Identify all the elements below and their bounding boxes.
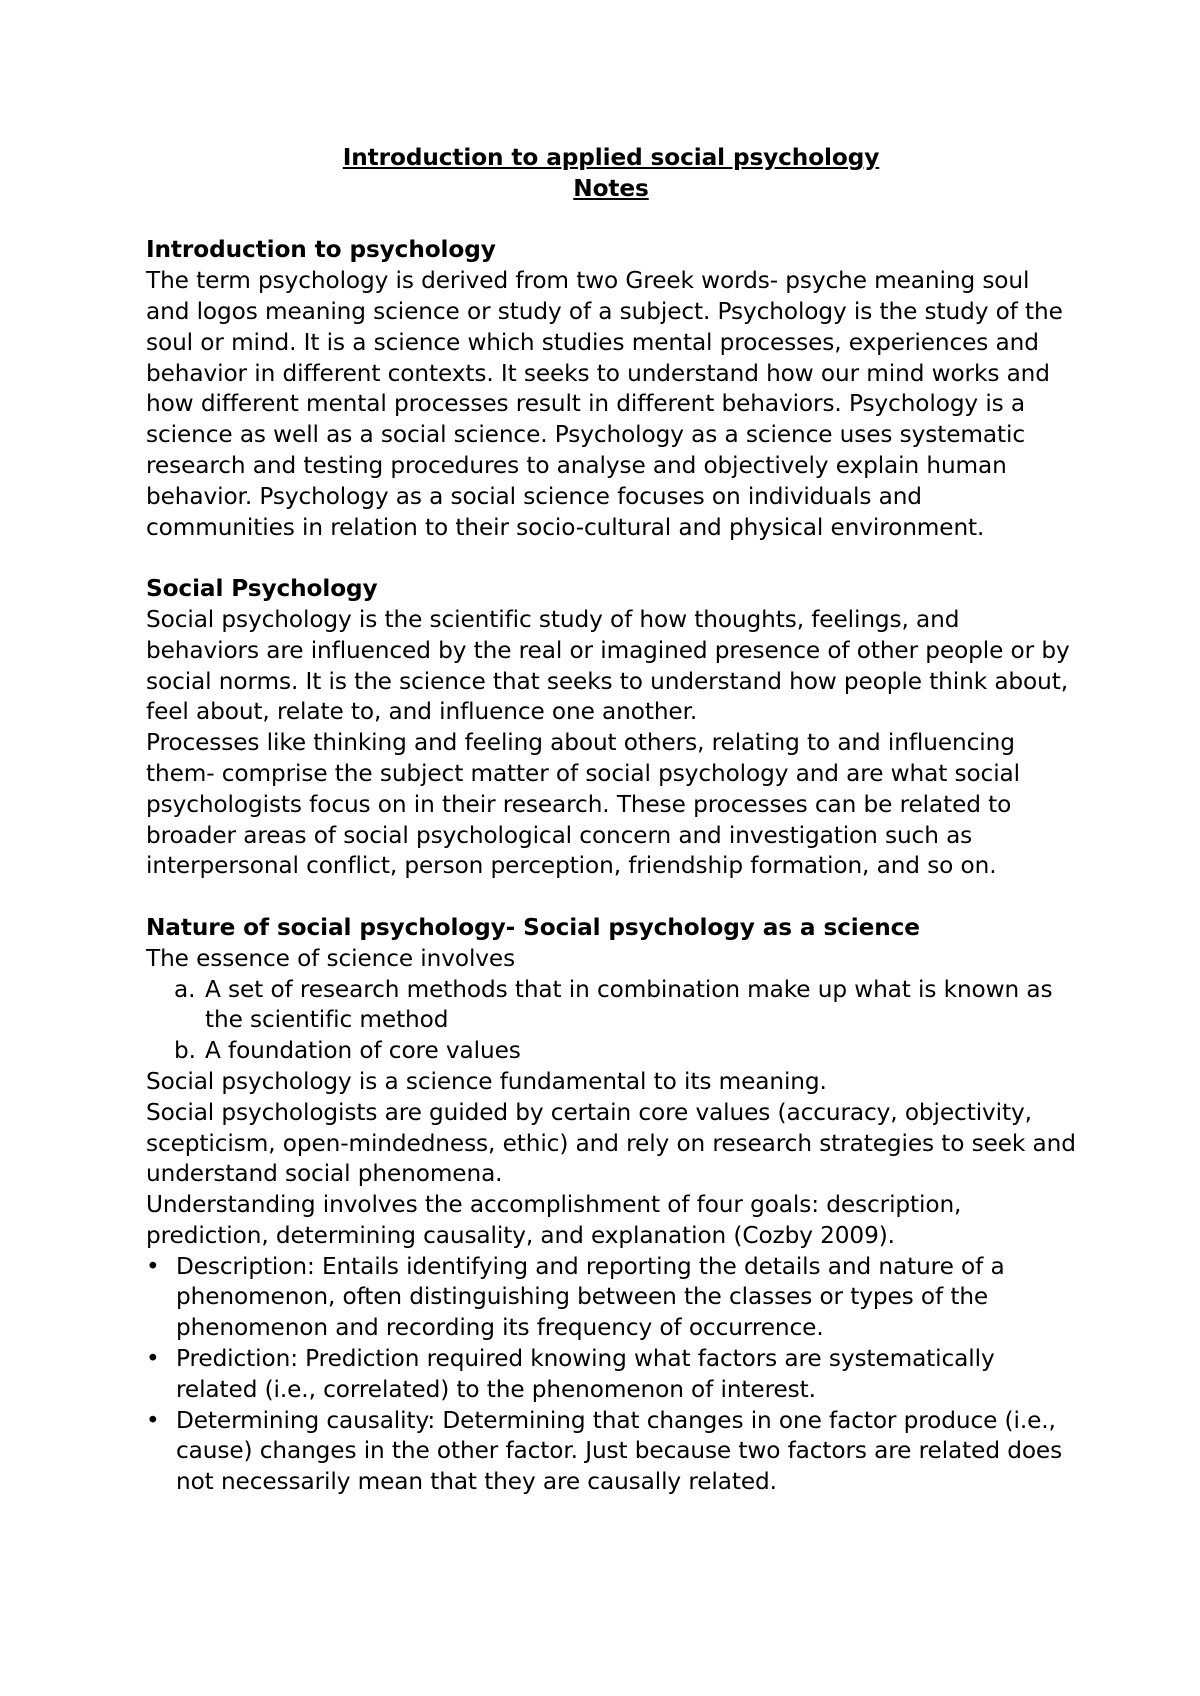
bullet-icon: •	[146, 1252, 160, 1280]
document-subtitle: Notes	[573, 174, 649, 202]
section-heading: Nature of social psychology- Social psychology as a science	[146, 913, 920, 941]
bullet-list	[146, 1252, 1076, 1498]
section-paragraph: Social psychologists are guided by certain core values (accuracy, objectivity, scepticism, open-mindedness, ethic) and rely on research strategies to seek and understand social phenomena.	[146, 1098, 1076, 1188]
section-paragraph: The term psychology is derived from two Greek words- psyche meaning soul and logos meaning science or study of a subject. Psychology is the study of the soul or mind. It is a science which studies mental processes, experiences and behavior in different contexts. It seeks to understand how our mind works and how different mental processes result in different behaviors. Psychology is a science as well as a social science. Psychology as a science uses systematic research and testing procedures to analyse and objectively explain human behavior. Psychology as a social science focuses on individuals and communities in relation to their socio-cultural and physical environment.	[146, 267, 1063, 541]
section-paragraph: Understanding involves the accomplishment of four goals: description, prediction, determining causality, and explanation (Cozby 2009).	[146, 1191, 962, 1249]
spacer	[146, 543, 1076, 574]
section-paragraph: Social psychology is a science fundamental to its meaning.	[146, 1067, 827, 1095]
list-item	[146, 1252, 1076, 1344]
list-marker: b.	[174, 1037, 196, 1065]
section-paragraph: The essence of science involves	[146, 944, 516, 972]
document-page	[146, 143, 1076, 1498]
list-item	[146, 1406, 1076, 1498]
list-item-text: Determining causality: Determining that changes in one factor produce (i.e., cause) changes in the other factor. Just because two factors are related does not necessarily mean that they are causally related.	[176, 1406, 1063, 1496]
spacer	[146, 205, 1076, 236]
list-item	[146, 1344, 1076, 1406]
lettered-list	[146, 975, 1076, 1067]
section-nature-of-social-psychology	[146, 913, 1076, 1498]
section-heading: Social Psychology	[146, 575, 378, 603]
spacer	[146, 882, 1076, 913]
bullet-icon: •	[146, 1345, 160, 1373]
section-paragraph: Social psychology is the scientific study of how thoughts, feelings, and behaviors are influenced by the real or imagined presence of other people or by social norms. It is the science that seeks to understand how people think about, feel about, relate to, and influence one another.	[146, 605, 1070, 726]
bullet-icon: •	[146, 1406, 160, 1434]
section-social-psychology	[146, 574, 1076, 882]
list-item-text: A foundation of core values	[205, 1037, 521, 1065]
section-paragraph: Processes like thinking and feeling about others, relating to and influencing them- comprise the subject matter of social psychology and are what social psychologists focus on in their research. These processes can be related to broader areas of social psychological concern and investigation such as interpersonal conflict, person perception, friendship formation, and so on.	[146, 729, 1020, 880]
list-item	[146, 1036, 1076, 1067]
list-item-text: A set of research methods that in combination make up what is known as the scientific method	[205, 975, 1053, 1034]
document-title: Introduction to applied social psychology	[342, 144, 880, 171]
list-item-text: Description: Entails identifying and reporting the details and nature of a phenomenon, often distinguishing between the classes or types of the phenomenon and recording its frequency of occurrence.	[176, 1252, 1005, 1342]
list-marker: a.	[174, 975, 196, 1003]
list-item-text: Prediction: Prediction required knowing what factors are systematically related (i.e., correlated) to the phenomenon of interest.	[176, 1345, 995, 1403]
section-heading: Introduction to psychology	[146, 236, 496, 264]
section-intro-to-psychology	[146, 235, 1076, 543]
list-item	[146, 975, 1076, 1037]
